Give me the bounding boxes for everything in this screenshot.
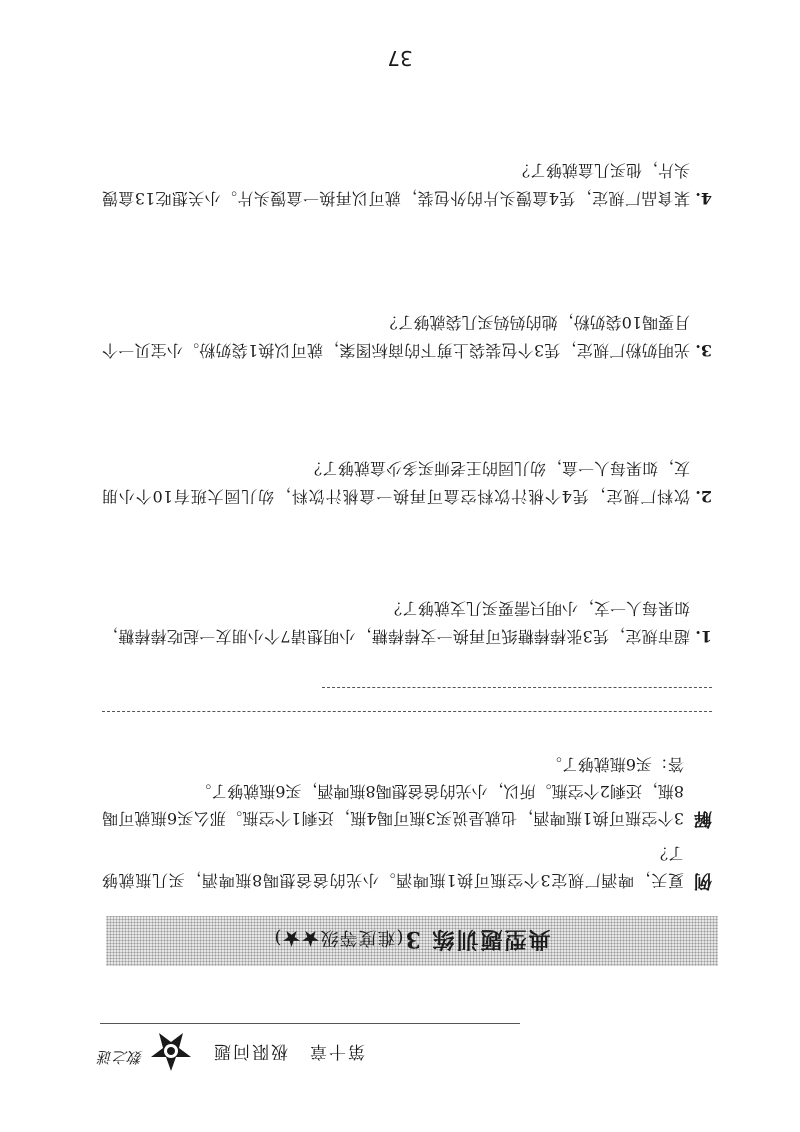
example-tag: 例 [694,870,712,891]
title-difficulty: (难度等级★★) [273,927,404,949]
example-answer: 答：买6瓶就够了。 [545,755,684,774]
exercise-item [102,594,712,650]
chapter-heading [212,1041,365,1066]
exercise-number: 4. [695,189,712,208]
section-label: 极限问题 [212,1041,288,1061]
dashed-divider-short [322,687,712,688]
exercise-number: 2. [695,487,712,506]
solution-tag: 解 [694,808,712,829]
exercise-text: 光明奶粉厂规定，凭3个包装袋上剪下的商标图案，就可以换1袋奶粉。小宝贝一个月要喝10袋奶粉，她的妈妈买几袋就够了？ [102,313,690,360]
example-solution [102,751,712,832]
chapter-label: 第十章 [308,1041,365,1061]
star-logo-icon [150,1030,192,1072]
brand-script: 数之谜 [98,1048,144,1066]
example-question [102,840,712,894]
section-title-band [106,916,718,966]
exercise-item [102,454,712,510]
example-block [102,751,712,894]
example-solution-text: 3个空瓶可换1瓶啤酒，也就是说买3瓶可喝4瓶，还剩1个空瓶。那么买6瓶就可喝8瓶，还剩2个空瓶。所以，小光的爸爸想喝8瓶啤酒，买6瓶就够了。 [102,782,684,828]
header-divider [100,1023,520,1024]
exercise-text: 某食品厂规定，凭4盒馒头片的外包装，就可以再换一盒馒头片。小关想吃13盒馒头片，他买几盒就够了？ [102,161,690,208]
example-question-text: 夏天，啤酒厂规定3个空瓶可换1瓶啤酒。小光的爸爸想喝8瓶啤酒，买几瓶就够了？ [102,844,684,890]
page-header [100,1022,520,1072]
section-title [274,926,551,957]
dashed-divider [102,711,712,712]
page-number: 37 [387,46,413,70]
exercise-text: 超市规定，凭3张棒棒糖纸可再换一支棒棒糖，小明想请7个小朋友一起吃棒棒糖，如果每人一支，小明只需要买几支就够了？ [102,599,690,646]
exercise-item [102,156,712,212]
exercise-text: 饮料厂规定，凭4个桃汁饮料空盒可再换一盒桃汁饮料，幼儿园大班有10个小朋友，如果每人一盒，幼儿园的王老师买多少盒就够了？ [102,459,690,506]
exercise-item [102,308,712,364]
exercise-number: 1. [695,627,712,646]
exercise-number: 3. [695,341,712,360]
title-main: 典型题训练 3 [403,926,551,953]
